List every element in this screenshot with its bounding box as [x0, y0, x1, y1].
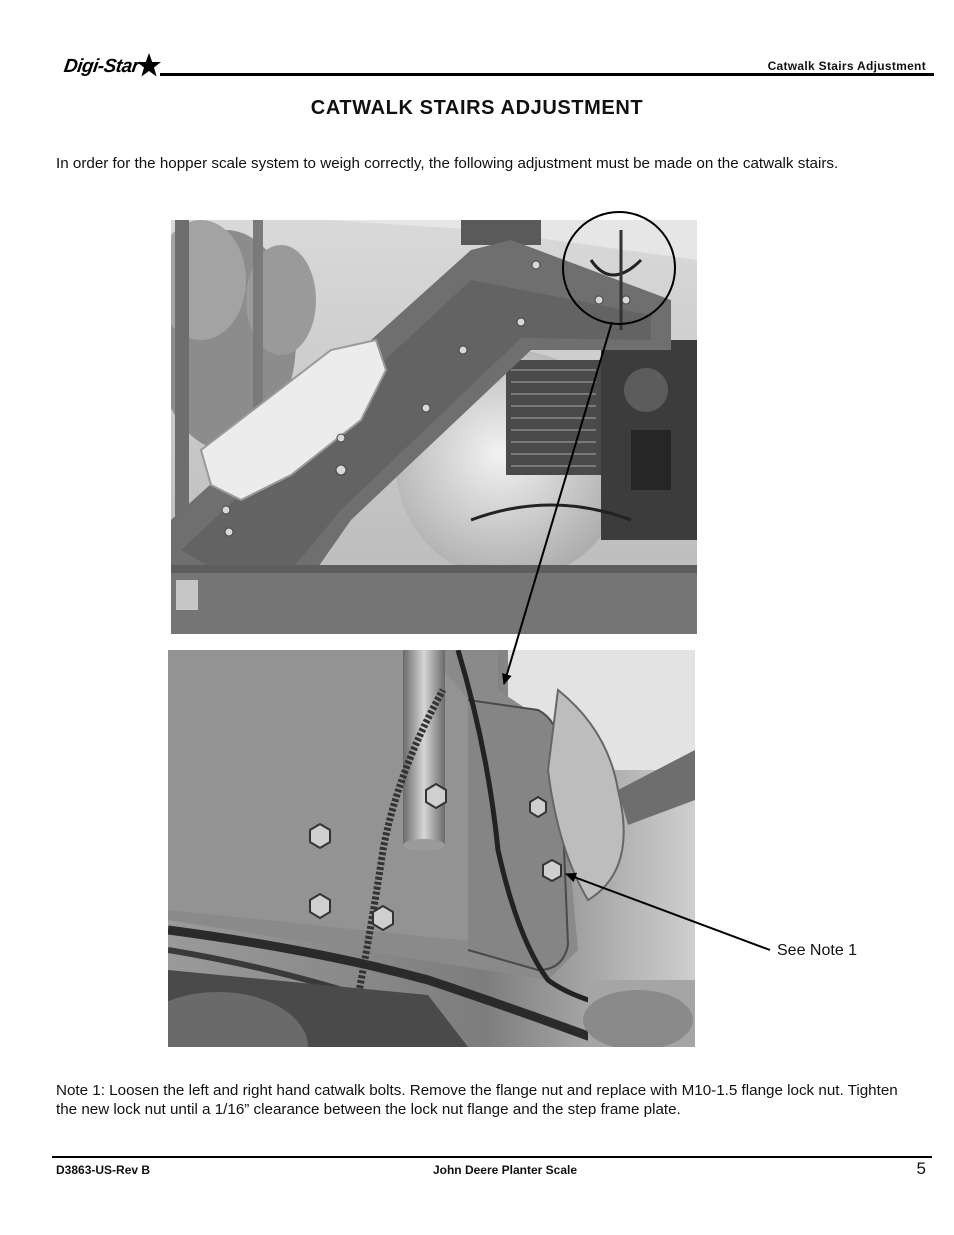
- catwalk-overview-photo: [171, 220, 697, 634]
- footer-rule: [52, 1156, 932, 1158]
- note-paragraph: Note 1: Loosen the left and right hand catwalk bolts. Remove the flange nut and replace with M10-1.5 flange lock nut. Tighten the new lock nut until a 1/16” clearance between the lock nut flange and the step frame plate.: [56, 1082, 898, 1118]
- header-rule: [160, 73, 934, 76]
- star-icon: [136, 52, 162, 78]
- flange-nut-closeup-photo: [168, 650, 695, 1047]
- footer-product-name: John Deere Planter Scale: [432, 1163, 578, 1177]
- logo-text: Digi-Star: [62, 56, 141, 77]
- footer-doc-id: D3863-US-Rev B: [56, 1163, 151, 1177]
- page-title: CATWALK STAIRS ADJUSTMENT: [310, 97, 644, 119]
- see-note-callout: See Note 1: [777, 942, 858, 959]
- page-number: 5: [916, 1159, 926, 1178]
- intro-paragraph: In order for the hopper scale system to weigh correctly, the following adjustment must be made on the catwalk stairs.: [56, 155, 839, 172]
- header-section-title: Catwalk Stairs Adjustment: [767, 59, 926, 73]
